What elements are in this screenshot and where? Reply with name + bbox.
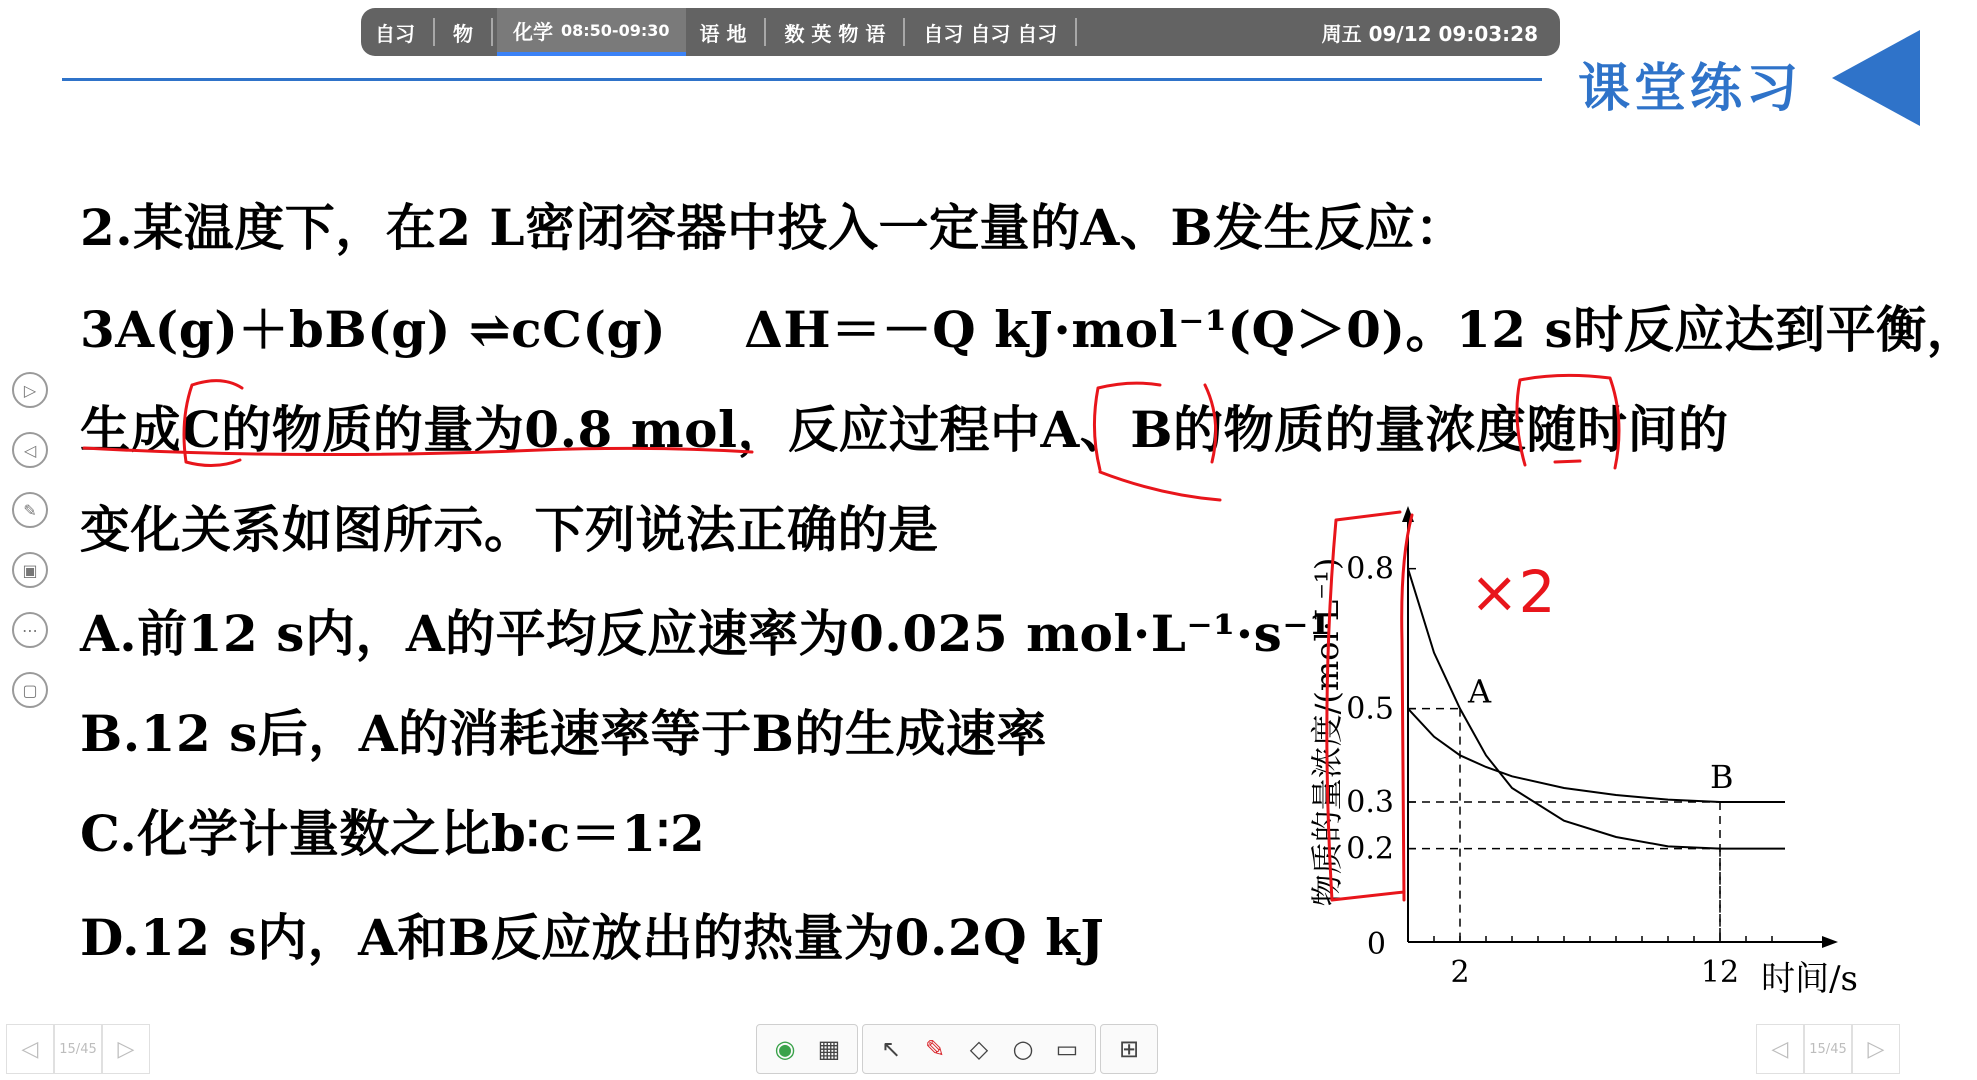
y-tick-label: 0.8 [1346,551,1394,587]
toolbar-group-app [756,1024,858,1074]
option-a: A.前12 s内，A的平均反应速率为0.025 mol·L⁻¹·s⁻¹ [80,604,1332,663]
screen-tool[interactable]: ▢ [12,672,48,708]
eraser-icon[interactable]: ◇ [969,1035,989,1063]
schedule-current-period [497,8,686,56]
pager-prev-button[interactable]: ◁ [1756,1024,1804,1074]
schedule-divider [491,18,493,46]
page-indicator: 15/45 [1804,1024,1852,1074]
right-pager [1756,1024,1900,1074]
app-icon[interactable]: ◉ [774,1035,796,1063]
next-page-tool[interactable]: ▷ [12,372,48,408]
option-b: B.12 s后，A的消耗速率等于B的生成速率 [80,704,1047,763]
concentration-time-chart [1280,490,1858,1000]
y-axis-label: 物质的量浓度/(mol·L⁻¹) [1308,557,1346,907]
y-axis-arrow [1402,506,1414,522]
ink-annotation-times-two: ×2 [1470,558,1556,626]
search-icon[interactable]: ○ [1012,1035,1034,1063]
y-tick-label: 0.5 [1346,691,1394,727]
page-indicator: 15/45 [54,1024,102,1074]
schedule-period-1: 自习 [375,21,415,46]
screen-icon[interactable]: ⊞ [1118,1035,1140,1063]
pen-icon[interactable]: ✎ [924,1035,946,1063]
series-label-b: B [1710,758,1734,796]
origin-label: 0 [1366,927,1386,962]
question-stem-line-1: 2.某温度下，在2 L密闭容器中投入一定量的A、B发生反应： [80,198,1466,257]
toolbar-group-screen [1100,1024,1158,1074]
question-stem-line-3: 生成C的物质的量为0.8 mol，反应过程中A、B的物质的量浓度随时间的 [80,400,1729,459]
option-d: D.12 s内，A和B反应放出的热量为0.2Q kJ [80,908,1105,967]
apps-grid-icon[interactable]: ▦ [817,1035,841,1063]
x-axis-arrow [1822,936,1838,948]
bottom-toolbar [756,1024,1158,1074]
schedule-period-group-1: 语 地 [699,21,747,46]
lesson-title: 课堂练习 [1578,59,1803,119]
left-pager [6,1024,150,1074]
schedule-divider [1075,18,1077,46]
schedule-period-group-2: 数 英 物 语 [784,21,886,46]
question-stem-line-4: 变化关系如图所示。下列说法正确的是 [80,500,939,559]
schedule-clock: 周五 09/12 09:03:28 [1321,21,1538,46]
current-period-time: 08:50-09:30 [561,20,670,40]
schedule-period-2: 物 [453,21,473,46]
y-tick-label: 0.3 [1346,785,1394,820]
board-icon[interactable]: ▭ [1055,1035,1079,1063]
pager-next-button[interactable]: ▷ [102,1024,150,1074]
x-axis-label: 时间/s [1761,959,1858,999]
x-tick-label: 12 [1700,955,1740,990]
schedule-period-group-3: 自习 自习 自习 [923,21,1058,46]
x-tick-label: 2 [1450,955,1470,990]
pointer-icon[interactable]: ↖ [880,1035,902,1063]
series-line-a [1408,569,1785,849]
y-tick-label: 0.2 [1346,831,1394,867]
pen-tool[interactable]: ✎ [12,492,48,528]
schedule-divider [764,18,766,46]
schedule-divider [433,18,435,46]
series-label-a: A [1468,672,1492,711]
board-tool[interactable]: ▣ [12,552,48,588]
pager-next-button[interactable]: ▷ [1852,1024,1900,1074]
title-triangle-decoration [1832,30,1920,126]
schedule-bar [361,8,1560,56]
option-c: C.化学计量数之比b∶c＝1∶2 [80,804,706,863]
more-tools[interactable]: ⋯ [12,612,48,648]
toolbar-group-draw [862,1024,1096,1074]
reaction-equation: 3A(g)＋bB(g) ⇌cC(g) [80,300,667,359]
schedule-divider [903,18,905,46]
current-period-label: 化学 [513,19,553,44]
title-divider [62,78,1542,81]
reaction-enthalpy: ΔH＝－Q kJ·mol⁻¹(Q＞0)。12 s时反应达到平衡， [744,300,1977,359]
question-stem-line-2 [80,290,1977,362]
ink-arc-ab [1100,472,1220,500]
pager-prev-button[interactable]: ◁ [6,1024,54,1074]
previous-page-tool[interactable]: ◁ [12,432,48,468]
